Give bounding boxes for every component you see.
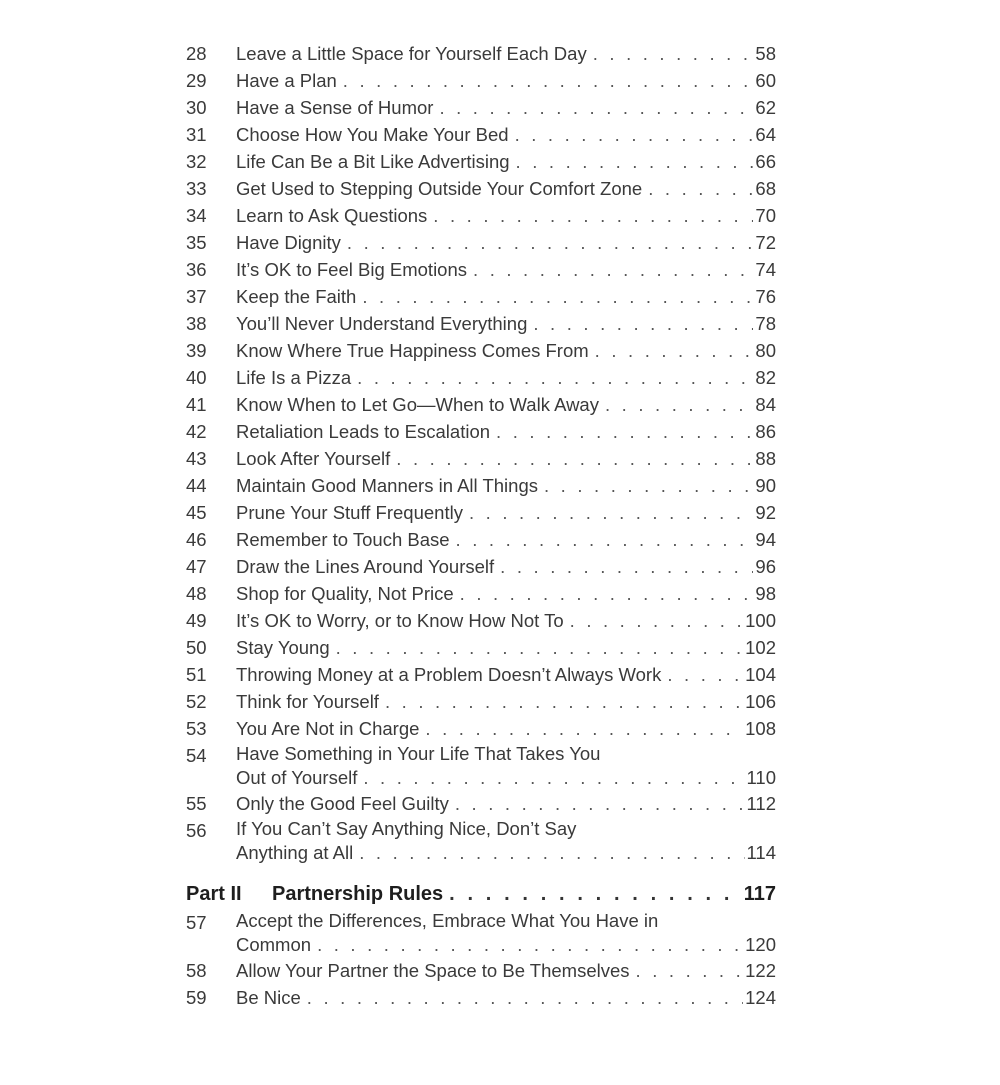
entry-number: 40 [186,367,207,388]
dot-leader [460,580,754,607]
dot-leader [425,715,743,742]
toc-entry [186,790,776,817]
toc-entry [186,607,776,634]
entry-title: Keep the Faith [236,286,357,307]
entry-number: 45 [186,502,207,523]
entry-title: Life Is a Pizza [236,367,352,388]
entry-title: Have Dignity [236,232,341,253]
dot-leader [385,688,743,715]
toc-entry [186,364,776,391]
entry-title: Leave a Little Space for Yourself Each Day [236,43,587,64]
dot-leader [593,40,754,67]
entry-title: It’s OK to Feel Big Emotions [236,259,468,280]
entry-number: 28 [186,43,207,64]
toc-entry [186,553,776,580]
entry-number: 52 [186,691,207,712]
entry-title: Get Used to Stepping Outside Your Comfort Zone [236,178,643,199]
table-of-contents [186,40,776,1011]
toc-entry [186,580,776,607]
entry-page-number: 96 [755,556,776,577]
dot-leader [496,418,753,445]
toc-entry [186,418,776,445]
entry-number: 43 [186,448,207,469]
toc-entry [186,148,776,175]
toc-entry [186,40,776,67]
entry-title: Think for Yourself [236,691,379,712]
dot-leader [357,364,753,391]
entry-page-number: 78 [755,313,776,334]
entry-title: Be Nice [236,987,301,1008]
toc-entry [186,310,776,337]
entry-title: Only the Good Feel Guilty [236,793,449,814]
part-title: Partnership Rules [272,883,444,905]
entry-page-number: 100 [745,610,776,631]
entry-number: 33 [186,178,207,199]
entry-page-number: 72 [755,232,776,253]
dot-leader [570,607,743,634]
toc-entry [186,229,776,256]
entry-number: 57 [186,912,207,933]
entry-number: 51 [186,664,207,685]
entry-page-number: 124 [745,987,776,1008]
entry-number: 55 [186,793,207,814]
part-heading [186,879,776,909]
entry-number: 41 [186,394,207,415]
entry-page-number: 76 [755,286,776,307]
entry-page-number: 98 [755,583,776,604]
dot-leader [500,553,753,580]
entry-title-line-1: If You Can’t Say Anything Nice, Don’t Say [236,818,577,839]
entry-number: 32 [186,151,207,172]
toc-entry [186,984,776,1011]
dot-leader [347,229,754,256]
part-label: Part II [186,883,242,905]
toc-entry [186,256,776,283]
entry-page-number: 104 [745,664,776,685]
toc-entry [186,634,776,661]
dot-leader [544,472,753,499]
entry-page-number: 66 [755,151,776,172]
entry-page-number: 90 [755,475,776,496]
dot-leader [473,256,753,283]
entry-page-number: 92 [755,502,776,523]
entry-number: 30 [186,97,207,118]
entry-title-line-1: Accept the Differences, Embrace What You Have in [236,910,659,931]
entry-number: 39 [186,340,207,361]
dot-leader [439,94,753,121]
dot-leader [363,766,744,790]
entry-number: 59 [186,987,207,1008]
entry-number: 58 [186,960,207,981]
entry-number: 54 [186,745,207,766]
entry-title: Know When to Let Go—When to Walk Away [236,394,599,415]
dot-leader [605,391,753,418]
entry-number: 36 [186,259,207,280]
entry-title-line-2: Anything at All [236,842,354,863]
part-page-number: 117 [743,883,776,905]
entry-title: Draw the Lines Around Yourself [236,556,495,577]
entry-page-number: 60 [755,70,776,91]
toc-entry [186,445,776,472]
toc-list-part-i [186,40,776,742]
toc-entry [186,526,776,553]
dot-leader [516,148,754,175]
entry-title-line-1: Have Something in Your Life That Takes You [236,743,601,764]
toc-entry [186,121,776,148]
entry-title: Retaliation Leads to Escalation [236,421,491,442]
entry-number: 46 [186,529,207,550]
entry-number: 37 [186,286,207,307]
entry-number: 38 [186,313,207,334]
entry-title: Know Where True Happiness Comes From [236,340,589,361]
entry-number: 53 [186,718,207,739]
entry-title: Choose How You Make Your Bed [236,124,509,145]
entry-page-number: 70 [755,205,776,226]
entry-title: Maintain Good Manners in All Things [236,475,538,496]
entry-title: It’s OK to Worry, or to Know How Not To [236,610,564,631]
entry-title: You’ll Never Understand Everything [236,313,528,334]
dot-leader [343,67,754,94]
entry-page-number: 80 [755,340,776,361]
dot-leader [667,661,743,688]
dot-leader [636,957,744,984]
entry-title-line-2: Common [236,934,312,955]
entry-number: 34 [186,205,207,226]
toc-entry [186,688,776,715]
dot-leader [533,310,753,337]
entry-page-number: 88 [755,448,776,469]
entry-number: 42 [186,421,207,442]
entry-number: 49 [186,610,207,631]
dot-leader [648,175,753,202]
entry-page-number: 108 [745,718,776,739]
dot-leader [336,634,744,661]
entry-number: 56 [186,820,207,841]
entry-title-line-2: Out of Yourself [236,767,358,788]
toc-entry [186,661,776,688]
toc-entry [186,337,776,364]
dot-leader [455,790,745,817]
dot-leader [595,337,754,364]
toc-entry [186,957,776,984]
entry-page-number: 58 [755,43,776,64]
dot-leader [307,984,743,1011]
entry-title: Learn to Ask Questions [236,205,428,226]
entry-page-number: 106 [745,691,776,712]
toc-entry [186,472,776,499]
dot-leader [449,879,742,909]
entry-page-number: 110 [746,767,776,788]
entry-page-number: 84 [755,394,776,415]
dot-leader [317,933,743,957]
toc-entry [186,94,776,121]
entry-page-number: 94 [755,529,776,550]
entry-page-number: 62 [755,97,776,118]
entry-title: Prune Your Stuff Frequently [236,502,463,523]
dot-leader [456,526,754,553]
entry-page-number: 122 [745,960,776,981]
entry-number: 44 [186,475,207,496]
entry-page-number: 74 [755,259,776,280]
entry-number: 48 [186,583,207,604]
entry-page-number: 102 [745,637,776,658]
toc-entry [186,909,776,957]
toc-entry [186,742,776,790]
toc-entry [186,391,776,418]
toc-list-part-ii [186,957,776,1011]
dot-leader [515,121,754,148]
entry-number: 50 [186,637,207,658]
entry-title: Look After Yourself [236,448,391,469]
entry-title: Remember to Touch Base [236,529,450,550]
entry-title: Throwing Money at a Problem Doesn’t Always Work [236,664,662,685]
entry-title: Life Can Be a Bit Like Advertising [236,151,510,172]
toc-entry [186,175,776,202]
entry-title: Allow Your Partner the Space to Be Themselves [236,960,630,981]
dot-leader [469,499,753,526]
toc-entry [186,817,776,865]
entry-page-number: 64 [755,124,776,145]
dot-leader [362,283,753,310]
dot-leader [396,445,753,472]
entry-number: 29 [186,70,207,91]
entry-page-number: 68 [755,178,776,199]
entry-title: Have a Sense of Humor [236,97,434,118]
entry-page-number: 82 [755,367,776,388]
toc-entry [186,67,776,94]
entry-title: Shop for Quality, Not Price [236,583,454,604]
entry-title: You Are Not in Charge [236,718,420,739]
toc-entry [186,283,776,310]
dot-leader [359,841,744,865]
entry-title: Have a Plan [236,70,337,91]
entry-page-number: 112 [746,793,776,814]
entry-number: 35 [186,232,207,253]
dot-leader [433,202,753,229]
entry-page-number: 86 [755,421,776,442]
entry-page-number: 120 [745,934,776,955]
toc-entry [186,715,776,742]
entry-number: 47 [186,556,207,577]
entry-page-number: 114 [746,842,776,863]
entry-title: Stay Young [236,637,330,658]
toc-entry [186,499,776,526]
toc-entry [186,202,776,229]
entry-number: 31 [186,124,207,145]
